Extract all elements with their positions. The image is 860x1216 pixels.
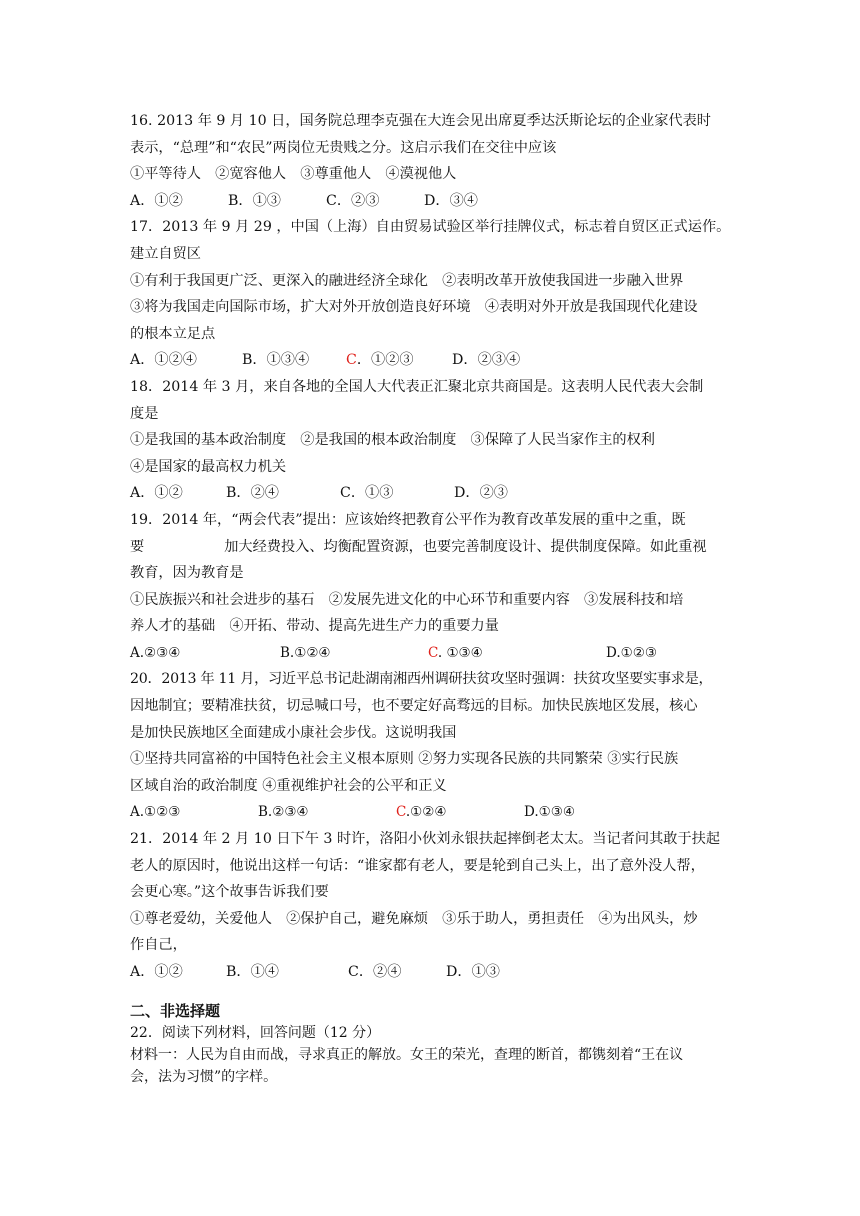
q21-statement-line2: 作自己， bbox=[130, 937, 187, 954]
section-title: 二、非选择题 bbox=[130, 1001, 221, 1020]
q17-option-c-text: ．①②③ bbox=[356, 352, 414, 369]
q21-stem-line1: 21．2014 年 2 月 10 日下午 3 时许，洛阳小伙刘永银扶起摔倒老太太。当记者问其敢于扶起 bbox=[130, 831, 721, 848]
q22-material-line2: 会，法为习惯”的字样。 bbox=[130, 1068, 278, 1085]
q19-statement-line2: 养人才的基础 ④开拓、带动、提高先进生产力的重要力量 bbox=[130, 618, 499, 635]
q19-option-c-letter: C bbox=[428, 644, 438, 661]
q17-statement-line3: 的根本立足点 bbox=[130, 325, 216, 342]
q20-stem-line1: 20．2013 年 11 月，习近平总书记赴湖南湘西州调研扶贫攻坚时强调：扶贫攻坚要实事求是， bbox=[130, 671, 713, 688]
q19-stem-line2 bbox=[130, 534, 730, 561]
q21-option-b: B．①④ bbox=[226, 964, 279, 980]
q16-statements: ①平等待人 ②宽容他人 ③尊重他人 ④漠视他人 bbox=[130, 166, 457, 183]
q20-options bbox=[130, 799, 730, 826]
q19-stem-line2-rest: 加大经费投入、均衡配置资源，也要完善制度设计、提供制度保障。如此重视 bbox=[224, 538, 707, 555]
q21-stem-line2: 老人的原因时，他说出这样一句话：“谁家都有老人，要是轮到自己头上，出了意外没人帮， bbox=[130, 857, 705, 874]
q16-option-d: D．③④ bbox=[424, 192, 478, 209]
q19-stem-line2-start: 要 bbox=[130, 538, 145, 555]
q21-statement-line1: ①尊老爱幼，关爱他人 ②保护自己，避免麻烦 ③乐于助人，勇担责任 ④为出风头，炒 bbox=[130, 910, 698, 927]
q19-option-c-text: . ①③④ bbox=[437, 644, 483, 661]
q16-option-c: C．②③ bbox=[326, 192, 380, 209]
q18-stem-line1: 18．2014 年 3 月，来自各地的全国人大代表正汇聚北京共商国是。这表明人民代表大会制 bbox=[130, 378, 704, 395]
q21-option-c: C．②④ bbox=[348, 964, 402, 980]
q18-option-d: D．②③ bbox=[454, 485, 508, 502]
q21-option-d: D．①③ bbox=[446, 964, 500, 980]
q21-options bbox=[130, 959, 730, 986]
q19-stem-line3: 教育，因为教育是 bbox=[130, 565, 244, 582]
q20-statement-line1: ①坚持共同富裕的中国特色社会主义根本原则 ②努力实现各民族的共同繁荣 ③实行民族 bbox=[130, 751, 679, 768]
q17-option-a: A．①②④ bbox=[130, 352, 197, 369]
q17-statement-line1: ①有利于我国更广泛、更深入的融进经济全球化 ②表明改革开放使我国进一步融入世界 bbox=[130, 272, 684, 289]
q20-option-c bbox=[396, 799, 524, 826]
q17-options bbox=[130, 347, 730, 374]
q19-option-c bbox=[428, 640, 606, 667]
q17-stem-line1: 17．2013 年 9 月 29 ，中国（上海）自由贸易试验区举行挂牌仪式，标志着自贸区正式运作。 bbox=[130, 219, 731, 236]
q16-option-a: A．①② bbox=[130, 192, 183, 209]
q22-material-line1: 材料一：人民为自由而战，寻求真正的解放。女王的荣光，查理的断首，都镌刻着“王在议 bbox=[130, 1046, 684, 1063]
q20-stem-line3: 是加快民族地区全面建成小康社会步伐。这说明我国 bbox=[130, 724, 457, 741]
q22-stem: 22．阅读下列材料，回答问题（12 分） bbox=[130, 1024, 381, 1041]
q19-option-b: B.①②④ bbox=[280, 644, 331, 661]
q21-option-a: A．①② bbox=[130, 964, 183, 980]
q19-stem-line1: 19．2014 年，“两会代表”提出：应该始终把教育公平作为教育改革发展的重中之重，既 bbox=[130, 511, 686, 528]
q19-options bbox=[130, 640, 730, 667]
q21-stem-line3: 会更心寒。”这个故事告诉我们要 bbox=[130, 884, 329, 901]
q18-option-c: C．①③ bbox=[340, 485, 394, 502]
q18-option-b: B．②④ bbox=[226, 485, 279, 502]
q20-stem-line2: 因地制宜；要精准扶贫，切忌喊口号，也不要定好高骛远的目标。加快民族地区发展，核心 bbox=[130, 698, 698, 715]
q16-options bbox=[130, 188, 730, 215]
q18-option-a: A．①② bbox=[130, 485, 183, 502]
q16-stem-line2: 表示，“总理”和“农民”两岗位无贵贱之分。这启示我们在交往中应该 bbox=[130, 139, 557, 156]
q19-option-d: D.①②③ bbox=[606, 644, 657, 661]
q17-statement-line2: ③将为我国走向国际市场，扩大对外开放创造良好环境 ④表明对外开放是我国现代化建设 bbox=[130, 299, 698, 316]
q20-option-a: A.①②③ bbox=[130, 804, 181, 821]
q18-statement-line2: ④是国家的最高权力机关 bbox=[130, 458, 287, 475]
q17-option-b: B．①③④ bbox=[242, 352, 310, 369]
q17-option-c bbox=[346, 347, 452, 374]
q19-option-a: A.②③④ bbox=[130, 644, 181, 661]
q17-option-c-letter: C bbox=[346, 352, 357, 369]
q20-option-d: D.①③④ bbox=[524, 804, 575, 821]
q20-option-c-text: .①②④ bbox=[405, 804, 447, 821]
q18-options bbox=[130, 480, 730, 507]
q20-statement-line2: 区域自治的政治制度 ④重视维护社会的公平和正义 bbox=[130, 777, 447, 794]
q18-stem-line2: 度是 bbox=[130, 405, 159, 422]
q20-option-b: B.②③④ bbox=[258, 804, 309, 821]
q16-option-b: B．①③ bbox=[228, 192, 281, 209]
q17-option-d: D．②③④ bbox=[452, 352, 521, 369]
q18-statement-line1: ①是我国的基本政治制度 ②是我国的根本政治制度 ③保障了人民当家作主的权利 bbox=[130, 432, 655, 449]
q19-statement-line1: ①民族振兴和社会进步的基石 ②发展先进文化的中心环节和重要内容 ③发展科技和培 bbox=[130, 591, 684, 608]
q20-option-c-letter: C bbox=[396, 804, 406, 821]
q16-stem-line1: 16. 2013 年 9 月 10 日，国务院总理李克强在大连会见出席夏季达沃斯论坛的企业家代表时 bbox=[130, 113, 711, 129]
q17-stem-line2: 建立自贸区 bbox=[130, 245, 201, 262]
exam-page bbox=[130, 108, 730, 1088]
